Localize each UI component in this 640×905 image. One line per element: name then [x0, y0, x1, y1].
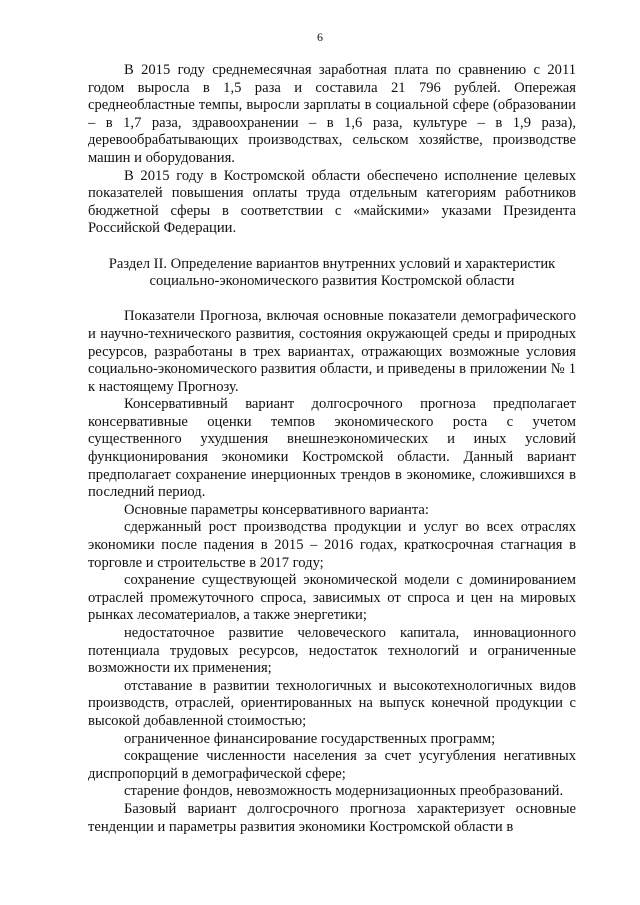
list-item-aging-assets: старение фондов, невозможность модернизационных преобразований.: [124, 783, 564, 800]
section-heading: Раздел II. Определение вариантов внутренних условий и характеристик социально-экономического развития Костромской области: [108, 255, 556, 290]
list-item-economic-model: сохранение существующей экономической модели с доминированием отраслей промежуточного спроса, зависимых от спроса и цен на мировых рынках лесоматериалов, а также энергетики;: [88, 572, 576, 624]
paragraph-target-indicators: В 2015 году в Костромской области обеспечено исполнение целевых показателей повышения оплаты труда отдельным категориям работников бюджетной сферы в соответствии с «майскими» указами Президента Российской Федерации.: [88, 167, 576, 237]
list-item-limited-funding: ограниченное финансирование государственных программ;: [124, 730, 496, 747]
list-item-tech-lag: отставание в развитии технологичных и высокотехнологичных видов производств, отраслей, ориентированных на выпуск конечной продукции с высокой добавленной стоимостью;: [88, 677, 576, 729]
list-item-human-capital: недостаточное развитие человеческого капитала, инновационного потенциала трудовых ресурсов, недостаток технологий и ограниченные возможности их применения;: [88, 625, 576, 677]
paragraph-wages-2015: В 2015 году среднемесячная заработная плата по сравнению с 2011 годом выросла в 1,5 раза и составила 21 796 рублей. Опережая среднеобластные темпы, выросли зарплаты в социальной сфере (образовании – в 1,7 раза, здравоохранении – в 1,6 раза, культуре – в 1,9 раза), деревообрабатывающих производствах, сельском хозяйстве, производстве машин и оборудования.: [88, 62, 576, 166]
paragraph-forecast-indicators: Показатели Прогноза, включая основные показатели демографического и научно-технического развития, состояния окружающей среды и природных ресурсов, разработаны в трех вариантах, отражающих возможные условия социально-экономического развития области, и приведены в приложении № 1 к настоящему Прогнозу.: [88, 308, 576, 395]
paragraph-conservative-variant: Консервативный вариант долгосрочного прогноза предполагает консервативные оценки темпов экономического роста с учетом существенного ухудшения внешнеэкономических и иных условий функционирования экономики Костромской области. Данный вариант предполагает сохранение инерционных трендов в экономике, сложившихся в последний период.: [88, 396, 576, 501]
list-item-restrained-growth: сдержанный рост производства продукции и услуг во всех отраслях экономики после падения в 2015 – 2016 годах, краткосрочная стагнация в торговле и строительстве в 2017 году;: [88, 519, 576, 571]
spacer: [88, 291, 576, 309]
paragraph-conservative-parameters: Основные параметры консервативного варианта:: [124, 501, 429, 518]
page-number: 6: [317, 30, 323, 44]
spacer: [88, 238, 576, 256]
document-body: [88, 62, 576, 836]
list-item-population-decline: сокращение численности населения за счет усугубления негативных диспропорций в демографической сфере;: [88, 748, 576, 782]
paragraph-base-variant: Базовый вариант долгосрочного прогноза характеризует основные тенденции и параметры развития экономики Костромской области в: [88, 800, 576, 835]
